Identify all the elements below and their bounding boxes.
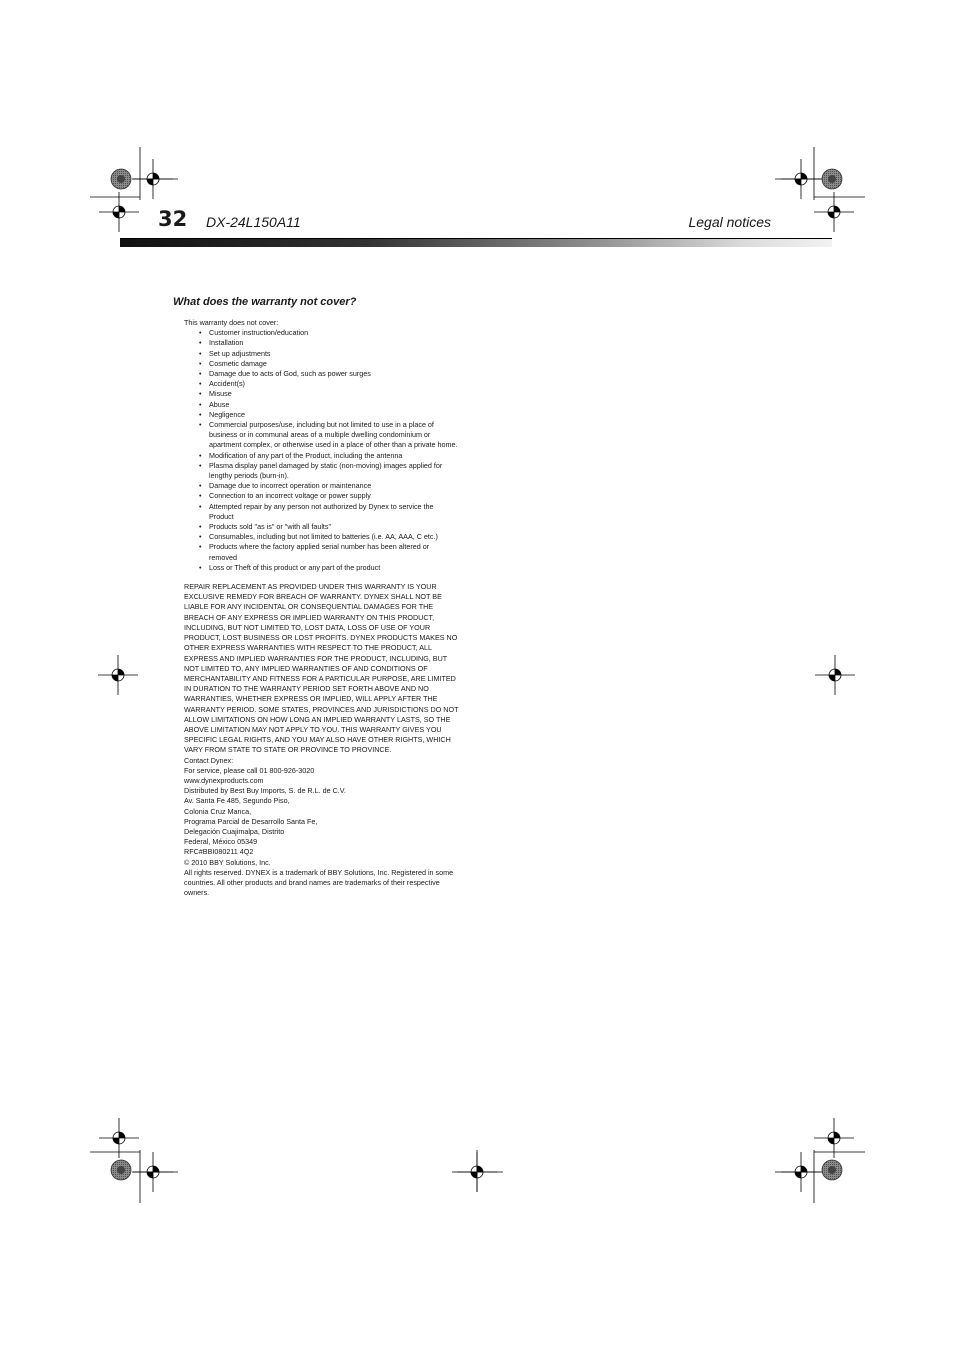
list-item: • Commercial purposes/use, including but not limited to use in a place of business or in communal areas of a multiple dwelling condominium or apartment complex, or otherwise used in a place of other than a private home. [184, 420, 459, 451]
list-item: • Connection to an incorrect voltage or power supply [184, 491, 459, 501]
crosshair-top-right-inner [814, 192, 854, 232]
website-link[interactable]: www.dynexproducts.com [184, 775, 264, 785]
page-number: 32 [158, 207, 188, 231]
crosshair-middle-right [815, 655, 855, 695]
crosshair-bottom-left [133, 1152, 173, 1192]
crosshair-bottom-center [457, 1152, 497, 1192]
contact-line: Contact Dynex: [184, 755, 234, 765]
list-item: • Loss or Theft of this product or any part of the product [184, 563, 459, 573]
list-item: • Set up adjustments [184, 349, 459, 359]
list-item: • Misuse [184, 389, 459, 399]
list-item: • Consumables, including but not limited to batteries (i.e. AA, AAA, C etc.) [184, 532, 459, 542]
contact-line: RFC#BBI080211 4Q2 [184, 847, 254, 857]
crosshair-middle-left [98, 655, 138, 695]
list-item: • Negligence [184, 410, 459, 420]
list-item: • Accident(s) [184, 379, 459, 389]
header-rule [120, 238, 832, 239]
warranty-content [184, 318, 459, 898]
contact-line: For service, please call 01 800-926-3020 [184, 765, 315, 775]
list-item: • Damage due to acts of God, such as power surges [184, 369, 459, 379]
section-heading: What does the warranty not cover? [173, 296, 357, 308]
contact-line: Av. Santa Fe 485, Segundo Piso, [184, 796, 290, 806]
trademark-notice: All rights reserved. DYNEX is a trademark of BBY Solutions, Inc. Registered in some countries. All other products and brand names are trademarks of their respective owners. [184, 867, 454, 898]
crosshair-top-right [781, 159, 821, 199]
copyright-line: © 2010 BBY Solutions, Inc. [184, 857, 271, 867]
contact-line: Colonia Cruz Manca, [184, 806, 252, 816]
crosshair-bottom-left-inner [99, 1118, 139, 1158]
list-item: • Attempted repair by any person not authorized by Dynex to service the Product [184, 502, 459, 522]
list-item: • Damage due to incorrect operation or maintenance [184, 481, 459, 491]
star-target-bottom-left [111, 1160, 131, 1180]
crosshair-bottom-right [781, 1152, 821, 1192]
list-item: • Products sold "as is" or "with all faults" [184, 522, 459, 532]
section-name: Legal notices [688, 214, 771, 230]
list-item: • Cosmetic damage [184, 359, 459, 369]
list-item: • Plasma display panel damaged by static (non-moving) images applied for lengthy periods (burn-in). [184, 461, 459, 481]
list-item: • Customer instruction/education [184, 328, 459, 338]
crosshair-bottom-right-inner [814, 1118, 854, 1158]
list-item: • Installation [184, 338, 459, 348]
intro-text: This warranty does not cover: [184, 318, 279, 327]
model-number: DX-24L150A11 [206, 214, 301, 230]
star-target-bottom-right [822, 1160, 842, 1180]
contact-line: Delegación Cuajimalpa, Distrito [184, 826, 285, 836]
contact-line: Programa Parcial de Desarrollo Santa Fe, [184, 816, 318, 826]
crosshair-top-left [133, 159, 173, 199]
contact-line: Federal, México 05349 [184, 837, 258, 847]
crosshair-top-left-inner [99, 192, 139, 232]
exclusion-list [184, 328, 459, 573]
list-item: • Abuse [184, 400, 459, 410]
star-target-top-left [111, 169, 131, 189]
legal-disclaimer: REPAIR REPLACEMENT AS PROVIDED UNDER THIS WARRANTY IS YOUR EXCLUSIVE REMEDY FOR BREACH OF WARRANTY. DYNEX SHALL NOT BE LIABLE FOR ANY INCIDENTAL OR CONSEQUENTIAL DAMAGES FOR THE BREACH OF ANY EXPRESS OR IMPLIED WARRANTY ON THIS PRODUCT, INCLUDING, BUT NOT LIMITED TO, LOST DATA, LOSS OF USE OF YOUR PRODUCT, LOST BUSINESS OR LOST PROFITS. DYNEX PRODUCTS MAKES NO OTHER EXPRESS WARRANTIES WITH RESPECT TO THE PRODUCT, ALL EXPRESS AND IMPLIED WARRANTIES FOR THE PRODUCT, INCLUDING, BUT NOT LIMITED TO, ANY IMPLIED WARRANTIES OF AND CONDITIONS OF MERCHANTABILITY AND FITNESS FOR A PARTICULAR PURPOSE, ARE LIMITED IN DURATION TO THE WARRANTY PERIOD SET FORTH ABOVE AND NO WARRANTIES, WHETHER EXPRESS OR IMPLIED, WILL APPLY AFTER THE WARRANTY PERIOD. SOME STATES, PROVINCES AND JURISDICTIONS DO NOT ALLOW LIMITATIONS ON HOW LONG AN IMPLIED WARRANTY LASTS, SO THE ABOVE LIMITATION MAY NOT APPLY TO YOU. THIS WARRANTY GIVES YOU SPECIFIC LEGAL RIGHTS, AND YOU MAY ALSO HAVE OTHER RIGHTS, WHICH VARY FROM STATE TO STATE OR PROVINCE TO PROVINCE. [184, 582, 459, 755]
contact-line: Distributed by Best Buy Imports, S. de R.L. de C.V. [184, 786, 346, 796]
list-item: • Modification of any part of the Product, including the antenna [184, 451, 459, 461]
header-gradient-bar [120, 238, 832, 247]
star-target-top-right [822, 169, 842, 189]
list-item: • Products where the factory applied serial number has been altered or removed [184, 542, 459, 562]
